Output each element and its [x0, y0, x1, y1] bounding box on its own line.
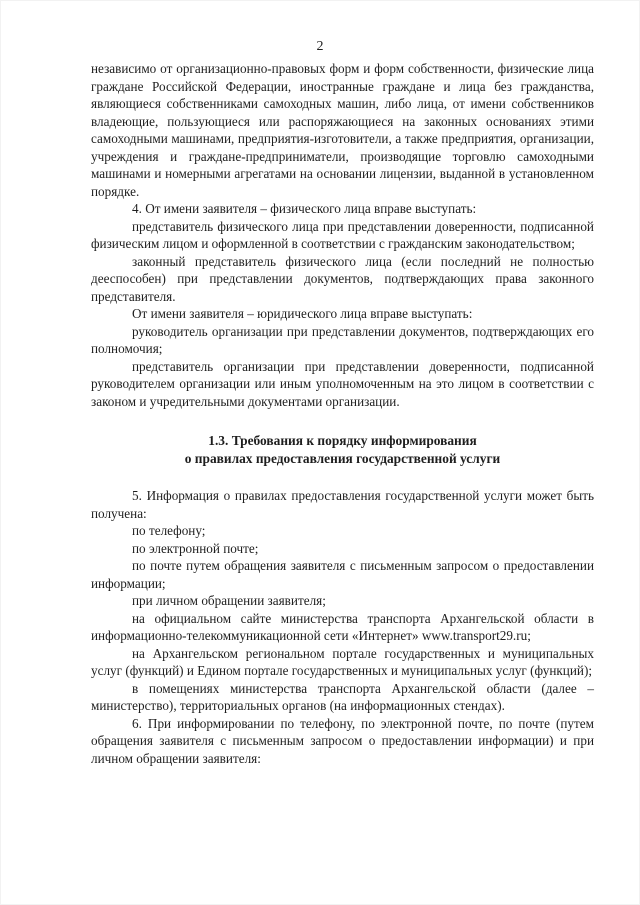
- document-body: [91, 60, 594, 767]
- list-item-email: по электронной почте;: [132, 540, 259, 556]
- paragraph-applicants-list: независимо от организационно-правовых форм и форм собственности, физические лица граждане Российской Федерации, иностранные граждане и лица без гражданства, являющиеся собственниками самоходных машин, либо лица, от имени собственников владеющие, пользующиеся или распоряжающиеся на законных основаниях этими самоходными машинами, предприятия-изготовители, а также предприятия, организации, учреждения и граждане-предприниматели, производящие торговлю самоходными машинами и номерными агрегатами на основании лицензии, выданной в установленном порядке.: [91, 61, 594, 199]
- list-item-phone: по телефону;: [132, 523, 206, 538]
- list-item-official-website: на официальном сайте министерства транспорта Архангельской области в информационно-телекоммуникационной сети «Интернет» www.transport29.ru;: [91, 610, 594, 643]
- page-number: 2: [316, 39, 324, 54]
- paragraph-representative-physical: представитель физического лица при представлении доверенности, подписанной физическим лицом и оформленной в соответствии с гражданским законодательством;: [91, 218, 594, 251]
- paragraph-legal-representative: законный представитель физического лица (если последний не полностью дееспособен) при представлении документов, подтверждающих права законного представителя.: [91, 253, 594, 304]
- paragraph-head-of-organization: руководитель организации при представлении документов, подтверждающих его полномочия;: [91, 323, 594, 356]
- paragraph-item-5: 5. Информация о правилах предоставления государственной услуги может быть получена:: [91, 488, 594, 521]
- spacer: [91, 467, 594, 487]
- list-item-ministry-premises: в помещениях министерства транспорта Архангельской области (далее – министерство), территориальных органов (на информационных стендах).: [91, 680, 594, 713]
- section-heading-line-1: 1.3. Требования к порядку информирования: [208, 433, 477, 448]
- spacer: [91, 410, 594, 432]
- list-item-post: по почте путем обращения заявителя с письменным запросом о предоставлении информации;: [91, 558, 594, 591]
- paragraph-item-6: 6. При информировании по телефону, по электронной почте, по почте (путем обращения заявителя с письменным запросом о предоставлении информации) и при личном обращении заявителя:: [91, 715, 594, 766]
- paragraph-organization-representative: представитель организации при представлении доверенности, подписанной руководителем организации или иным уполномоченным на это лицом в соответствии с законом и учредительными документами организации.: [91, 358, 594, 409]
- paragraph-legal-entity-intro: От имени заявителя – юридического лица вправе выступать:: [132, 306, 473, 321]
- list-item-regional-portal: на Архангельском региональном портале государственных и муниципальных услуг (функций) и Едином портале государственных и муниципальных услуг (функций);: [91, 645, 594, 678]
- list-item-personal-visit: при личном обращении заявителя;: [132, 593, 326, 608]
- section-heading-line-2: о правилах предоставления государственной услуги: [184, 450, 501, 466]
- paragraph-item-4: 4. От имени заявителя – физического лица вправе выступать:: [132, 201, 477, 216]
